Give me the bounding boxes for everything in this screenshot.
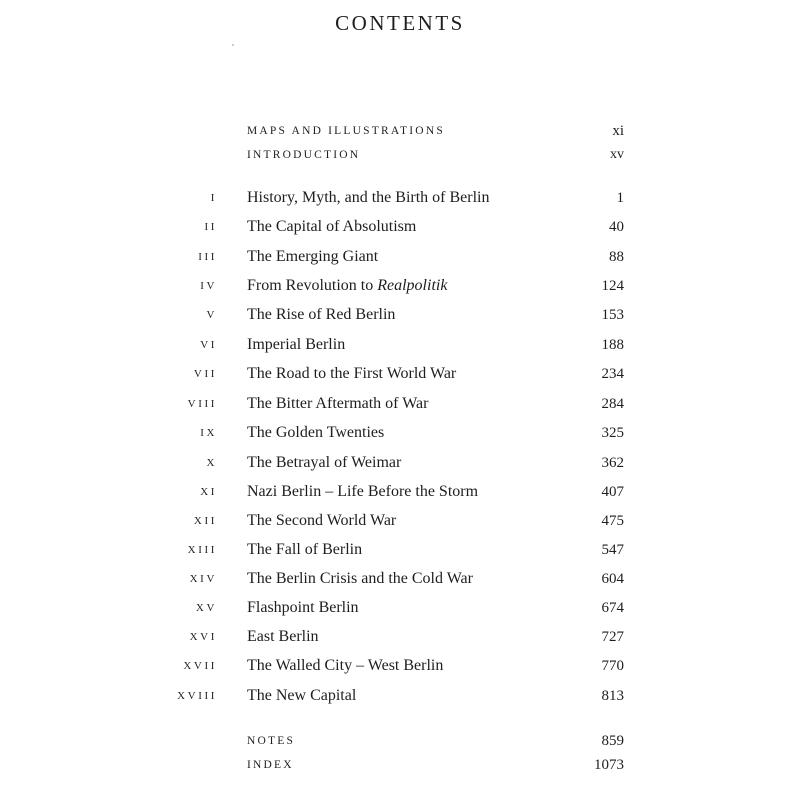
chapter-title: Imperial Berlin	[247, 336, 346, 353]
chapter-title: The New Capital	[247, 687, 357, 704]
chapter-number: X	[206, 457, 217, 469]
chapter-number: VI	[200, 339, 217, 351]
chapter-number: XIII	[187, 544, 217, 556]
chapter-number: XV	[195, 602, 217, 614]
toc-chapter-row[interactable]	[0, 480, 800, 504]
chapter-title: The Bitter Aftermath of War	[247, 395, 429, 412]
toc-page-number: 325	[601, 425, 624, 441]
toc-page-number: 234	[601, 366, 624, 382]
chapter-number: XI	[200, 486, 217, 498]
toc-back-row[interactable]	[0, 753, 800, 777]
chapter-number: XII	[193, 515, 217, 527]
chapter-title: The Walled City – West Berlin	[247, 657, 444, 674]
chapter-title: The Capital of Absolutism	[247, 218, 417, 235]
chapter-title: The Golden Twenties	[247, 424, 385, 441]
toc-page-number: 674	[601, 600, 624, 616]
toc-chapter-row[interactable]	[0, 215, 800, 239]
toc-page-number: 727	[601, 629, 624, 645]
chapter-number: II	[204, 221, 217, 233]
toc-page-number: 1	[616, 190, 624, 206]
chapter-title: Nazi Berlin – Life Before the Storm	[247, 483, 479, 500]
toc-page-number: 362	[601, 455, 624, 471]
chapter-title: The Berlin Crisis and the Cold War	[247, 570, 473, 587]
toc-front-row[interactable]	[0, 119, 800, 143]
toc-page-number: 547	[601, 542, 624, 558]
chapter-number: XIV	[189, 573, 217, 585]
chapter-title: Flashpoint Berlin	[247, 599, 359, 616]
paper-speck	[232, 44, 234, 46]
toc-page-number: 153	[601, 307, 624, 323]
toc-page-number: 604	[601, 571, 624, 587]
toc-entry-label: INTRODUCTION	[247, 149, 361, 161]
toc-chapter-row[interactable]	[0, 303, 800, 327]
toc-chapter-row[interactable]	[0, 654, 800, 678]
toc-chapter-row[interactable]	[0, 274, 800, 298]
toc-page-number: 859	[601, 733, 624, 749]
toc-chapter-row[interactable]	[0, 392, 800, 416]
chapter-title: The Emerging Giant	[247, 248, 379, 265]
chapter-number: VII	[193, 368, 217, 380]
toc-page-number: 1073	[594, 757, 624, 773]
toc-page-number: 188	[601, 337, 624, 353]
chapter-title-italic: Realpolitik	[377, 277, 448, 294]
chapter-number: IV	[200, 280, 217, 292]
toc-entry-label: INDEX	[247, 759, 294, 771]
toc-chapter-row[interactable]	[0, 538, 800, 562]
toc-chapter-row[interactable]	[0, 625, 800, 649]
toc-entry-label: MAPS AND ILLUSTRATIONS	[247, 125, 445, 137]
chapter-number: VIII	[187, 398, 217, 410]
page-title: CONTENTS	[335, 11, 465, 35]
chapter-number: V	[206, 309, 217, 321]
chapter-title: History, Myth, and the Birth of Berlin	[247, 189, 490, 206]
toc-page-number: xi	[612, 123, 624, 139]
toc-page-number: 40	[609, 219, 624, 235]
chapter-title	[247, 274, 447, 298]
chapter-title-text: From Revolution to	[247, 277, 378, 294]
toc-page-number: 813	[601, 688, 624, 704]
toc-page-number: 124	[601, 278, 624, 294]
chapter-number: IX	[200, 427, 217, 439]
toc-chapter-row[interactable]	[0, 333, 800, 357]
toc-page-number: 284	[601, 396, 624, 412]
toc-page-number: 475	[601, 513, 624, 529]
chapter-number: I	[210, 192, 217, 204]
toc-page-number: 770	[601, 658, 624, 674]
toc-chapter-row[interactable]	[0, 596, 800, 620]
chapter-title: East Berlin	[247, 628, 319, 645]
toc-chapter-row[interactable]	[0, 451, 800, 475]
toc-page-number: 88	[609, 249, 624, 265]
toc-chapter-row[interactable]	[0, 186, 800, 210]
toc-chapter-row[interactable]	[0, 421, 800, 445]
chapter-number: XVI	[189, 631, 217, 643]
chapter-title: The Betrayal of Weimar	[247, 454, 402, 471]
toc-chapter-row[interactable]	[0, 362, 800, 386]
chapter-title: The Road to the First World War	[247, 365, 457, 382]
chapter-title: The Second World War	[247, 512, 397, 529]
toc-chapter-row[interactable]	[0, 509, 800, 533]
chapter-number: XVIII	[177, 690, 217, 702]
chapter-title: The Fall of Berlin	[247, 541, 363, 558]
toc-chapter-row[interactable]	[0, 684, 800, 708]
toc-entry-label: NOTES	[247, 735, 296, 747]
toc-page-number: xv	[610, 147, 624, 162]
toc-front-row[interactable]	[0, 143, 800, 167]
toc-page-number: 407	[601, 484, 624, 500]
toc-back-row[interactable]	[0, 729, 800, 753]
chapter-number: XVII	[183, 660, 217, 672]
chapter-number: III	[198, 251, 217, 263]
toc-chapter-row[interactable]	[0, 245, 800, 269]
chapter-title: The Rise of Red Berlin	[247, 306, 396, 323]
toc-chapter-row[interactable]	[0, 567, 800, 591]
